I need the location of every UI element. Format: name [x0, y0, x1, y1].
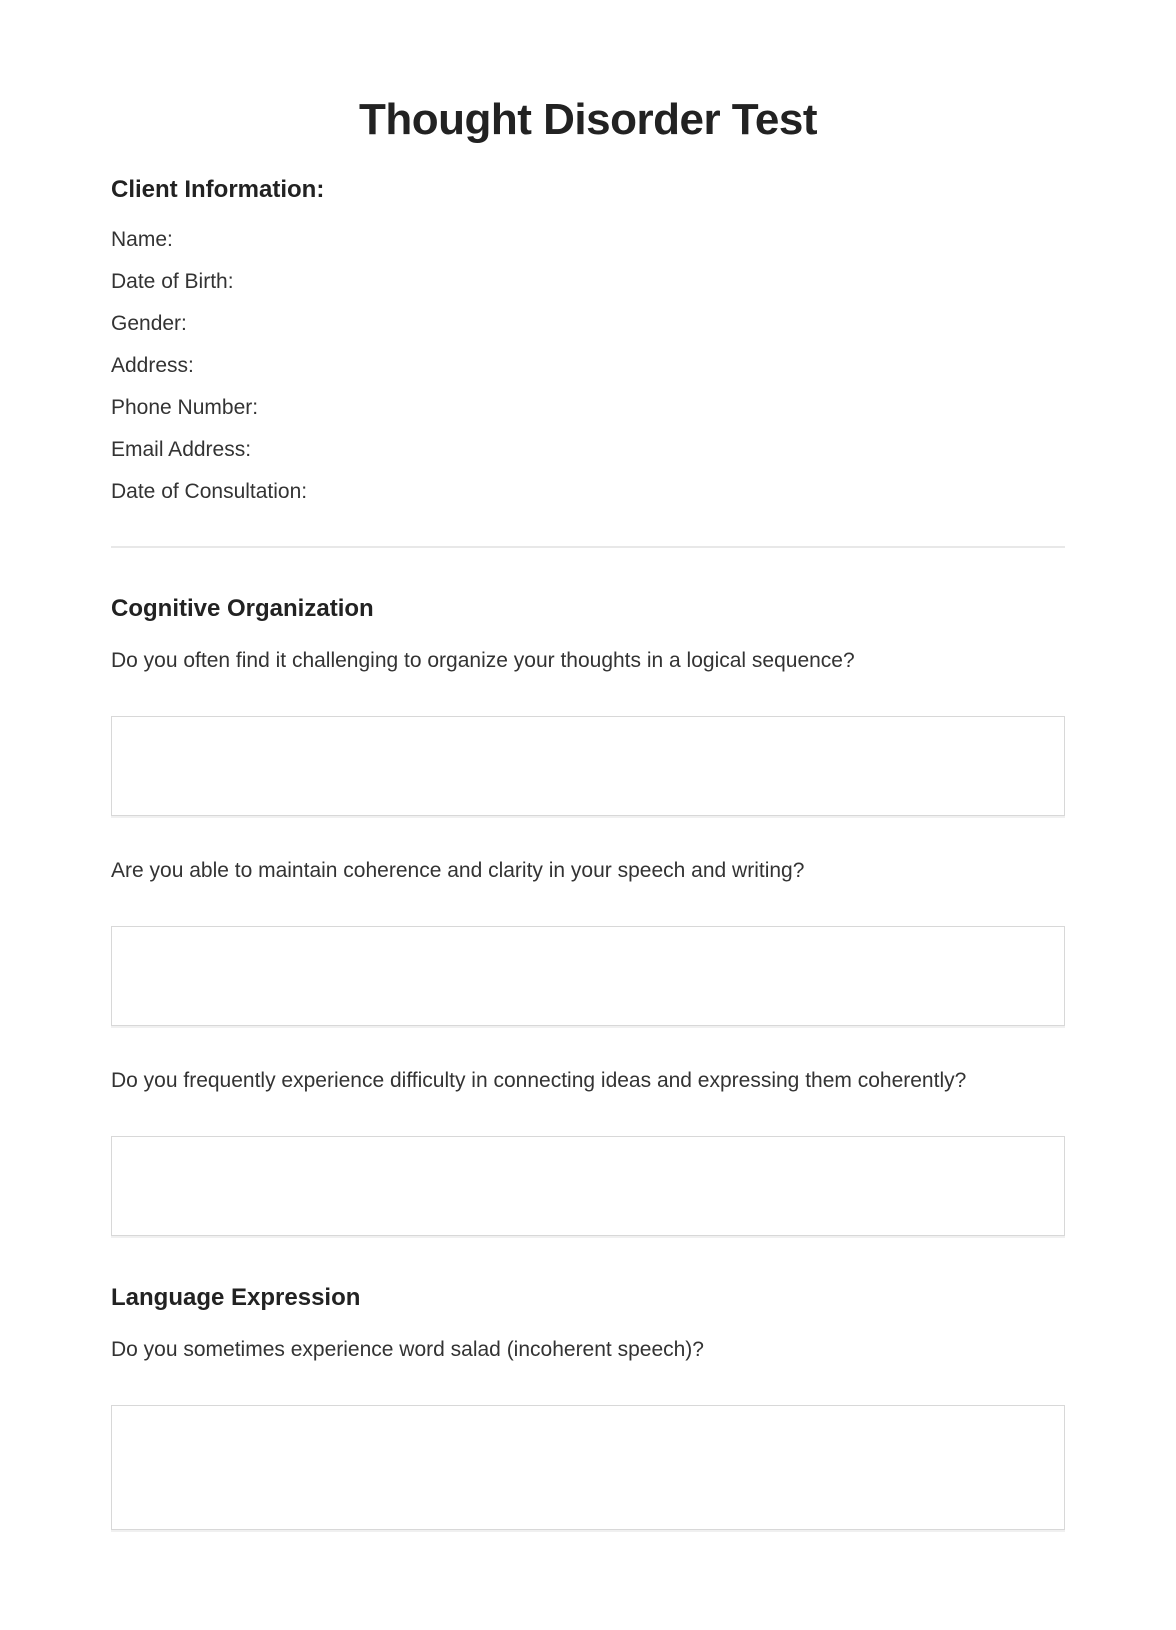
field-label-email-address: Email Address:: [111, 438, 252, 461]
question-cognitive-1: Do you often find it challenging to organize your thoughts in a logical sequence?: [111, 649, 855, 672]
question-cognitive-2: Are you able to maintain coherence and clarity in your speech and writing?: [111, 859, 805, 882]
field-label-date-of-birth: Date of Birth:: [111, 270, 234, 293]
field-label-phone-number: Phone Number:: [111, 396, 259, 419]
answer-input-language-1[interactable]: [111, 1405, 1065, 1530]
page-title: Thought Disorder Test: [358, 95, 817, 144]
answer-input-cognitive-1[interactable]: [111, 716, 1065, 816]
field-label-date-of-consultation: Date of Consultation:: [111, 480, 308, 503]
answer-input-cognitive-3[interactable]: [111, 1136, 1065, 1236]
field-label-gender: Gender:: [111, 312, 187, 335]
question-cognitive-3: Do you frequently experience difficulty in connecting ideas and expressing them coherently?: [111, 1069, 967, 1092]
field-label-name: Name:: [111, 228, 173, 251]
section-divider: [111, 546, 1065, 548]
question-language-1: Do you sometimes experience word salad (incoherent speech)?: [111, 1338, 704, 1361]
field-label-address: Address:: [111, 354, 194, 377]
section-heading-cognitive-organization: Cognitive Organization: [111, 595, 374, 622]
section-heading-language-expression: Language Expression: [111, 1284, 361, 1311]
answer-input-cognitive-2[interactable]: [111, 926, 1065, 1026]
client-info-heading: Client Information:: [111, 176, 325, 203]
